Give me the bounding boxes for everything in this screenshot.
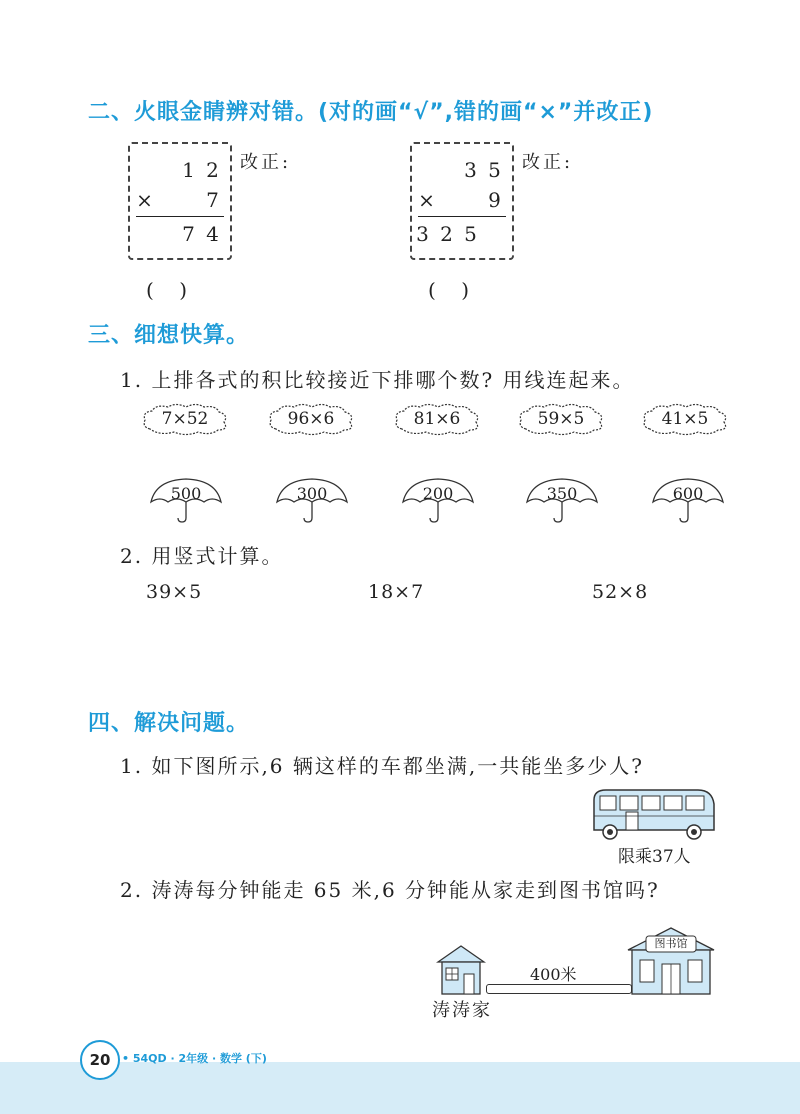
digit: 3 — [464, 158, 477, 182]
road — [486, 984, 632, 994]
cloud-expression-2[interactable] — [266, 403, 356, 437]
digit: 7 — [206, 188, 219, 212]
question-4-1: 1. 如下图所示,6 辆这样的车都坐满,一共能坐多少人? — [120, 754, 644, 778]
bus-illustration — [588, 786, 718, 842]
vertical-multiplication-box-2 — [410, 142, 514, 260]
cloud-text: 81×6 — [413, 409, 461, 429]
page-number: 20 — [80, 1040, 120, 1080]
umbrella-number-1[interactable] — [148, 476, 224, 524]
umbrella-number-5[interactable] — [650, 476, 726, 524]
umbrella-text: 200 — [422, 484, 454, 503]
umbrella-text: 300 — [296, 484, 328, 503]
section-title-3: 三、细想快算。 — [88, 323, 250, 348]
multiply-sign: × — [418, 188, 435, 212]
digit: 5 — [464, 222, 477, 246]
multiply-sign: × — [136, 188, 153, 212]
footer-bar — [0, 1062, 800, 1114]
digit: 4 — [206, 222, 219, 246]
digit: 9 — [488, 188, 501, 212]
fix-label-2: 改正: — [522, 152, 574, 173]
cloud-expression-4[interactable] — [516, 403, 606, 437]
library-illustration — [626, 922, 716, 996]
question-4-2: 2. 涛涛每分钟能走 65 米,6 分钟能从家走到图书馆吗? — [120, 878, 660, 902]
calc-item-2: 18×7 — [368, 581, 425, 603]
cloud-text: 59×5 — [537, 409, 585, 429]
digit: 7 — [182, 222, 195, 246]
umbrella-text: 350 — [546, 484, 578, 503]
cloud-expression-3[interactable] — [392, 403, 482, 437]
digit: 5 — [488, 158, 501, 182]
digit: 2 — [440, 222, 453, 246]
calc-line — [418, 216, 506, 217]
calc-line — [136, 216, 224, 217]
bus-capacity-label: 限乘37人 — [618, 847, 691, 867]
section-title-2: 二、火眼金睛辨对错。(对的画“√”,错的画“×”并改正) — [88, 100, 654, 125]
cloud-expression-5[interactable] — [640, 403, 730, 437]
umbrella-number-3[interactable] — [400, 476, 476, 524]
answer-paren-1[interactable]: ( ) — [146, 278, 188, 302]
cloud-expression-1[interactable] — [140, 403, 230, 437]
digit: 1 — [182, 158, 195, 182]
umbrella-number-2[interactable] — [274, 476, 350, 524]
calc-item-3: 52×8 — [592, 581, 649, 603]
digit: 2 — [206, 158, 219, 182]
vertical-multiplication-box-1 — [128, 142, 232, 260]
calc-item-1: 39×5 — [146, 581, 203, 603]
fix-label-1: 改正: — [240, 152, 292, 173]
question-3-1: 1. 上排各式的积比较接近下排哪个数? 用线连起来。 — [120, 368, 635, 392]
house-illustration — [436, 944, 486, 996]
umbrella-text: 600 — [672, 484, 704, 503]
digit: 3 — [416, 222, 429, 246]
home-label: 涛涛家 — [432, 1000, 492, 1021]
library-sign: 图书馆 — [654, 937, 688, 950]
umbrella-text: 500 — [170, 484, 202, 503]
cloud-text: 96×6 — [287, 409, 335, 429]
question-3-2: 2. 用竖式计算。 — [120, 544, 284, 568]
cloud-text: 7×52 — [161, 409, 209, 429]
answer-paren-2[interactable]: ( ) — [428, 278, 470, 302]
cloud-text: 41×5 — [661, 409, 709, 429]
section-title-4: 四、解决问题。 — [88, 711, 250, 736]
distance-label: 400米 — [530, 965, 577, 984]
book-info: • 54QD · 2年级 · 数学 (下) — [122, 1052, 267, 1065]
umbrella-number-4[interactable] — [524, 476, 600, 524]
